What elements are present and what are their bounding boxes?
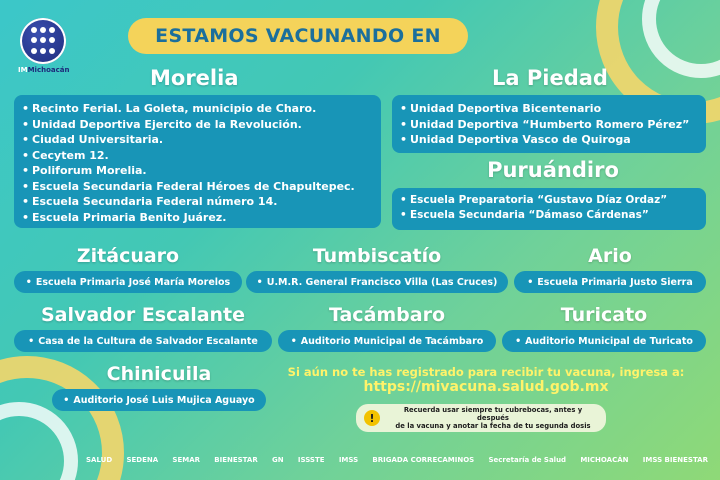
footer-logo-salud: SALUD <box>86 456 113 464</box>
footer-logo-gn: GN <box>272 456 284 464</box>
city-title-puruandiro: Puruándiro <box>487 158 619 182</box>
city-title-morelia: Morelia <box>150 66 239 90</box>
footer-logos <box>86 448 708 472</box>
list-item: • Unidad Deportiva Vasco de Quiroga <box>400 132 698 148</box>
registration-notice: Si aún no te has registrado para recibir tu vacuna, ingresa a: <box>287 365 685 379</box>
city-title-zitacuaro: Zitácuaro <box>76 245 180 267</box>
ario-item: • Escuela Primaria Justo Sierra <box>514 271 706 293</box>
city-title-la-piedad: La Piedad <box>492 66 608 90</box>
list-item: • Unidad Deportiva “Humberto Romero Pérez” <box>400 117 698 133</box>
city-title-tacambaro: Tacámbaro <box>328 304 446 326</box>
city-title-tumbiscatio: Tumbiscatío <box>312 245 442 267</box>
list-item: • Poliforum Morelia. <box>22 163 373 179</box>
reminder-box <box>356 404 606 432</box>
footer-logo-issste: ISSSTE <box>297 456 325 464</box>
footer-logo-secretaria-salud: Secretaría de Salud <box>488 456 567 464</box>
footer-logo-sedena: SEDENA <box>126 456 159 464</box>
reminder-text: Recuerda usar siempre tu cubrebocas, antes y después de la vacuna y anotar la fecha de tu segunda dosis <box>395 406 591 430</box>
logo-caption: IMMichoacán <box>18 66 70 74</box>
footer-logo-semar: SEMAR <box>172 456 201 464</box>
list-item: • Unidad Deportiva Ejercito de la Revolución. <box>22 117 373 133</box>
list-item: • Escuela Secundaria Federal Héroes de Chapultepec. <box>22 179 373 195</box>
city-title-chinicuila: Chinicuila <box>106 363 212 385</box>
city-title-ario: Ario <box>588 245 632 267</box>
list-item: • Escuela Secundaria Federal número 14. <box>22 194 373 210</box>
list-item: • Recinto Ferial. La Goleta, municipio de Charo. <box>22 101 373 117</box>
zitacuaro-item: • Escuela Primaria José María Morelos <box>14 271 242 293</box>
warning-icon: ! <box>364 410 380 426</box>
turicato-item: • Auditorio Municipal de Turicato <box>502 330 706 352</box>
list-item: • Cecytem 12. <box>22 148 373 164</box>
footer-logo-imss-bienestar: IMSS BIENESTAR <box>642 456 708 464</box>
city-title-salvador-escalante: Salvador Escalante <box>40 304 246 326</box>
tumbiscatio-item: • U.M.R. General Francisco Villa (Las Cruces) <box>246 271 508 293</box>
footer-logo-imss: IMSS <box>338 456 359 464</box>
list-item: • Escuela Preparatoria “Gustavo Díaz Ordaz” <box>400 193 698 208</box>
salvador-escalante-item: • Casa de la Cultura de Salvador Escalante <box>14 330 272 352</box>
list-item: • Ciudad Universitaria. <box>22 132 373 148</box>
city-title-turicato: Turicato <box>560 304 648 326</box>
footer-logo-bienestar: BIENESTAR <box>214 456 258 464</box>
footer-logo-brigada: BRIGADA CORRECAMINOS <box>372 456 475 464</box>
list-item: • Unidad Deportiva Bicentenario <box>400 101 698 117</box>
registration-url-link[interactable]: https://mivacuna.salud.gob.mx <box>363 379 609 395</box>
footer-logo-michoacan: MICHOACÁN <box>580 456 629 464</box>
puruandiro-list <box>392 188 706 230</box>
chinicuila-item: • Auditorio José Luis Mujica Aguayo <box>52 389 266 411</box>
la-piedad-list <box>392 95 706 153</box>
header-banner: ESTAMOS VACUNANDO EN <box>128 18 468 54</box>
morelia-list <box>14 95 381 228</box>
list-item: • Escuela Primaria Benito Juárez. <box>22 210 373 226</box>
tacambaro-item: • Auditorio Municipal de Tacámbaro <box>278 330 496 352</box>
list-item: • Escuela Secundaria “Dámaso Cárdenas” <box>400 208 698 223</box>
im-logo-icon <box>20 18 66 64</box>
